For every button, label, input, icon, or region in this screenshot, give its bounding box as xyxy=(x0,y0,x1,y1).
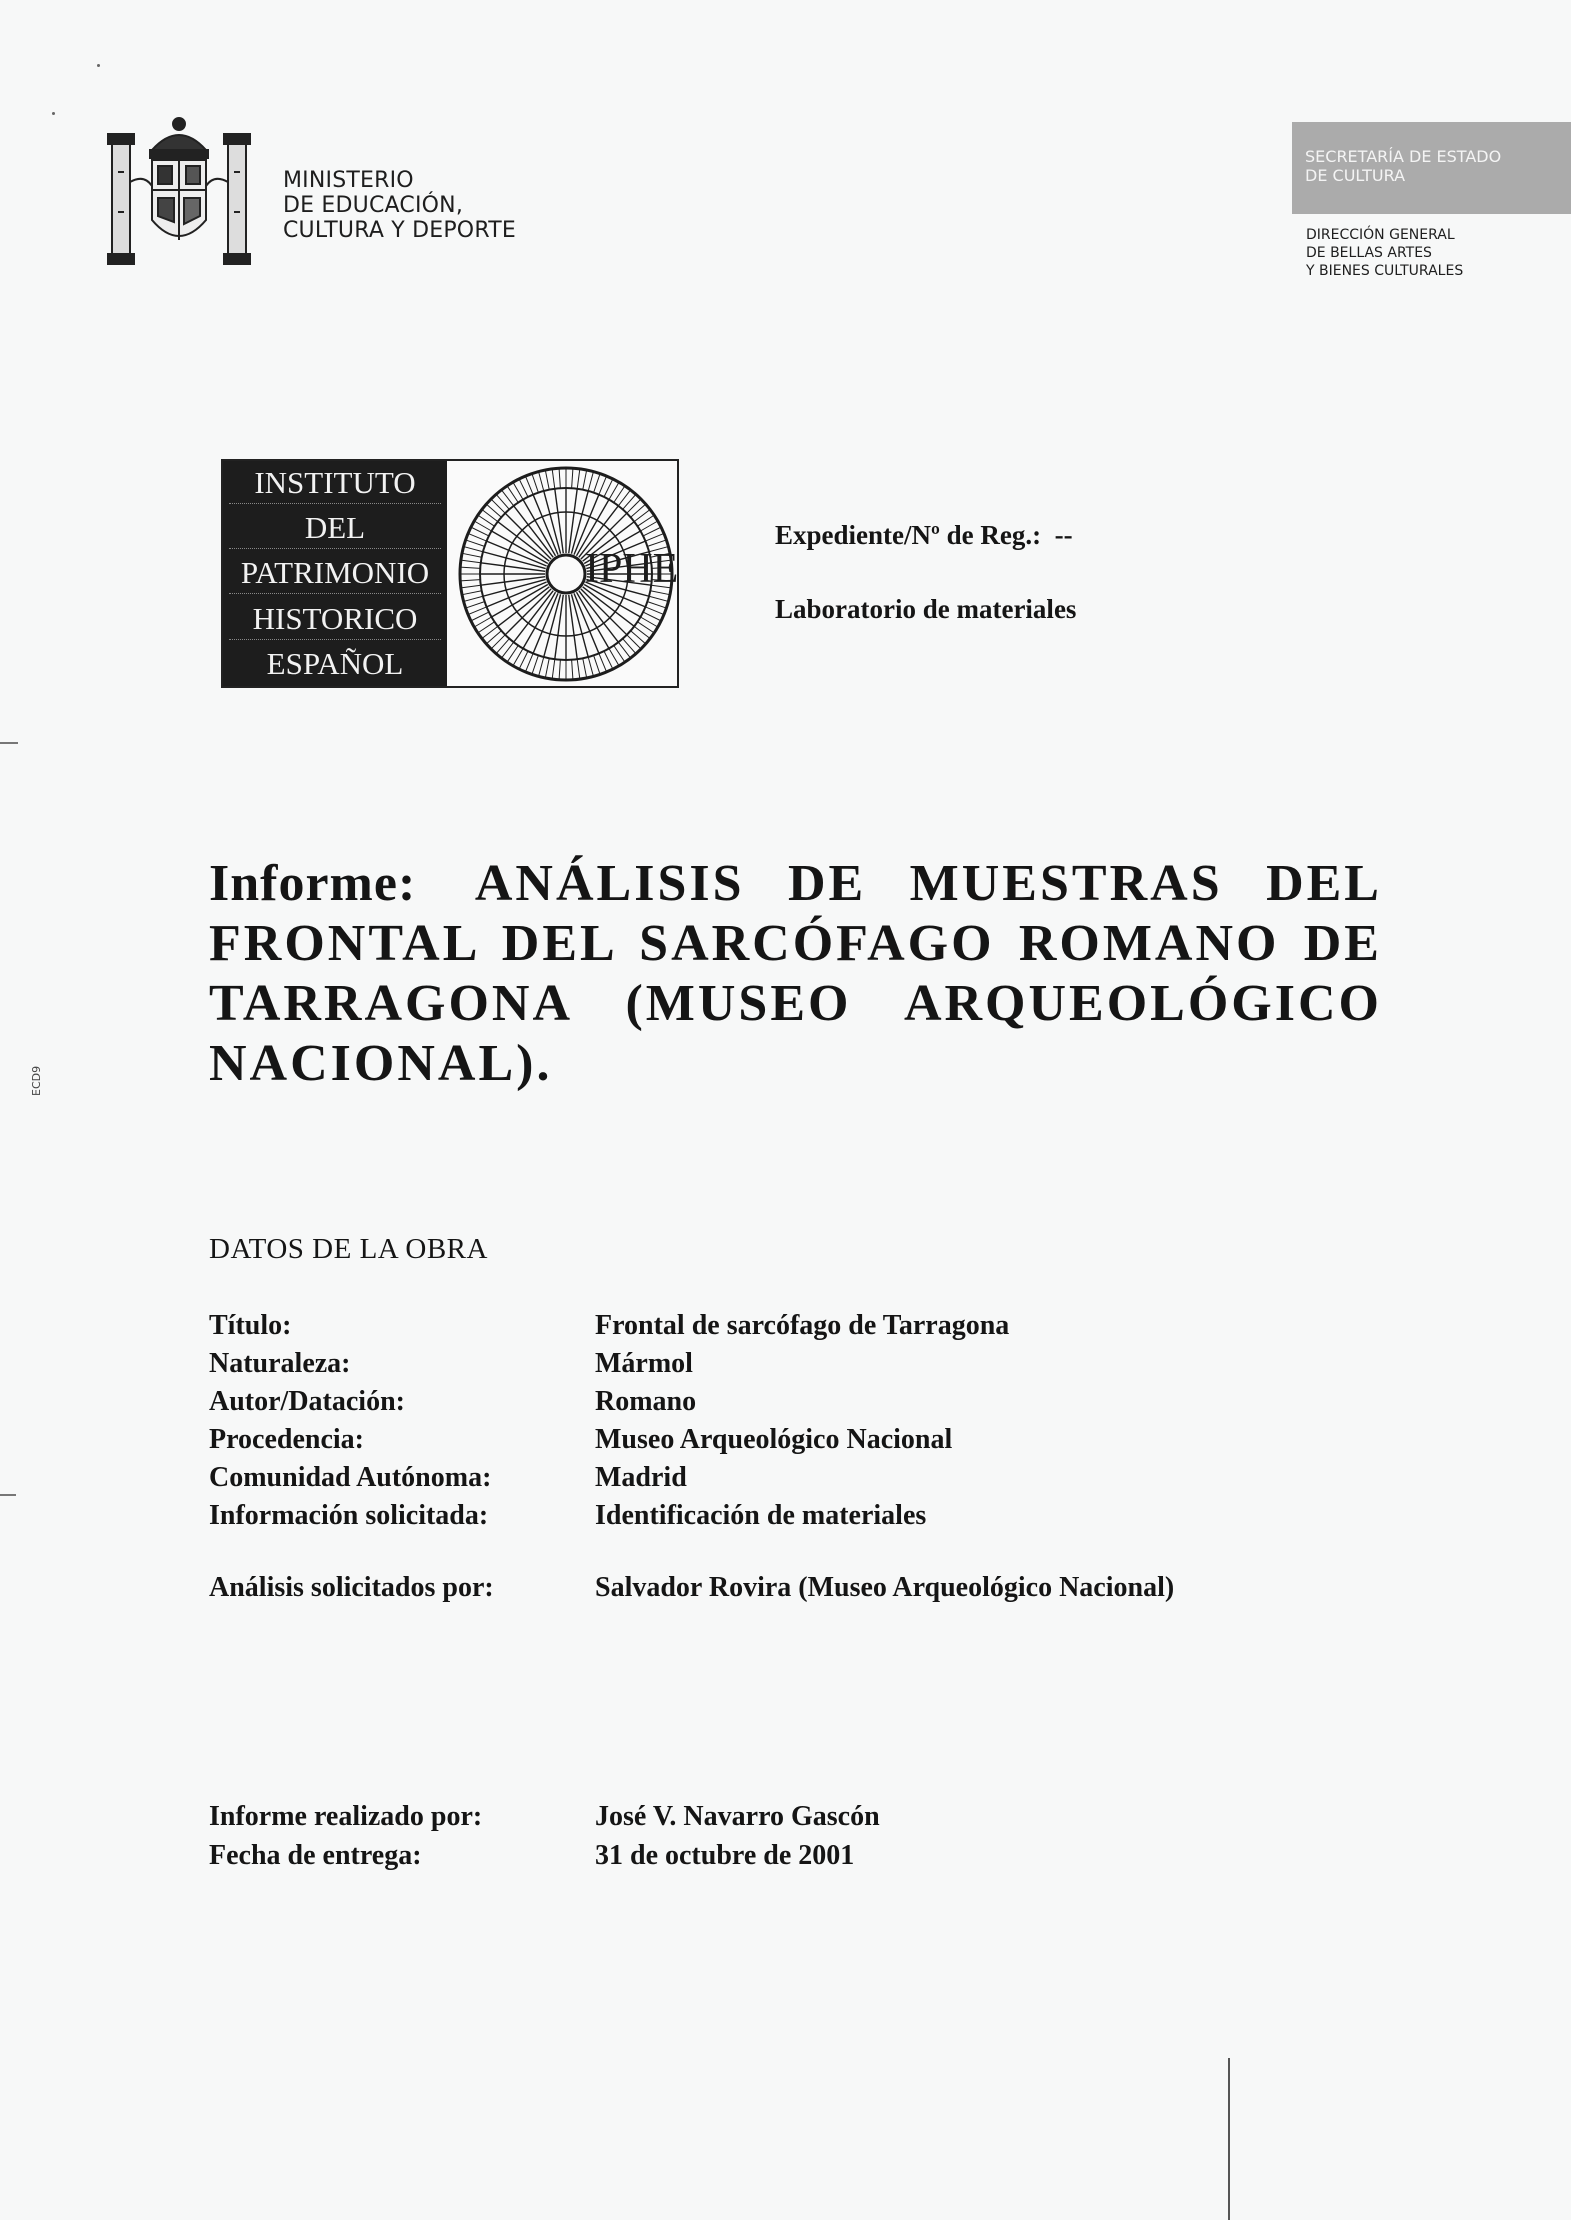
made-by-row xyxy=(209,1797,880,1836)
margin-mark xyxy=(0,1494,16,1496)
requested-by-label: Análisis solicitados por: xyxy=(209,1572,494,1603)
field-label: Naturaleza: xyxy=(209,1348,351,1379)
department-name: Laboratorio de materiales xyxy=(775,594,1077,624)
report-footer xyxy=(209,1797,880,1875)
field-label: Autor/Datación: xyxy=(209,1386,405,1417)
made-by-value: José V. Navarro Gascón xyxy=(595,1801,880,1832)
field-row xyxy=(209,1383,1174,1421)
field-row xyxy=(209,1459,1174,1497)
ministry-name xyxy=(283,168,516,243)
field-label: Información solicitada: xyxy=(209,1500,489,1531)
secretaria-line: DE CULTURA xyxy=(1305,166,1406,185)
secretaria-line: SECRETARÍA DE ESTADO xyxy=(1305,147,1502,166)
scan-speck xyxy=(97,64,100,67)
delivery-date-label: Fecha de entrega: xyxy=(209,1840,422,1871)
field-value: Museo Arqueológico Nacional xyxy=(595,1424,953,1455)
registration-label: Expediente/Nº de Reg.: xyxy=(775,520,1042,550)
ministry-line: MINISTERIO xyxy=(283,168,414,193)
field-row xyxy=(209,1345,1174,1383)
report-title xyxy=(209,854,1382,1094)
delivery-date-value: 31 de octubre de 2001 xyxy=(595,1840,855,1871)
scan-edge-line xyxy=(1228,2058,1230,2220)
field-label: Procedencia: xyxy=(209,1424,364,1455)
ministry-line: DE EDUCACIÓN, xyxy=(283,193,464,218)
direccion-line: DE BELLAS ARTES xyxy=(1306,245,1432,261)
institute-name-line: INSTITUTO xyxy=(229,463,441,504)
margin-mark xyxy=(0,742,18,744)
institute-name-line: ESPAÑOL xyxy=(266,645,404,681)
field-value: Frontal de sarcófago de Tarragona xyxy=(595,1310,1010,1341)
field-row xyxy=(209,1497,1174,1535)
field-label: Comunidad Autónoma: xyxy=(209,1462,492,1493)
institute-name-line: HISTORICO xyxy=(229,599,441,640)
institute-name-line: PATRIMONIO xyxy=(229,553,441,594)
field-value: Romano xyxy=(595,1386,697,1417)
scan-speck xyxy=(52,112,55,115)
direccion-line: DIRECCIÓN GENERAL xyxy=(1306,227,1455,243)
secretaria-box xyxy=(1292,122,1571,214)
institute-name-line: DEL xyxy=(229,508,441,549)
work-data-heading: DATOS DE LA OBRA xyxy=(209,1233,488,1265)
iphe-logo xyxy=(221,459,679,688)
direccion-general xyxy=(1306,226,1463,280)
field-value: Identificación de materiales xyxy=(595,1500,927,1531)
field-row xyxy=(209,1307,1174,1345)
direccion-line: Y BIENES CULTURALES xyxy=(1306,263,1464,279)
registration-line xyxy=(775,520,1073,551)
report-title-text: ANÁLISIS DE MUESTRAS DEL FRONTAL DEL SARCÓFAGO ROMANO DE TARRAGONA (MUSEO ARQUEOLÓGICO NACIONAL). xyxy=(209,855,1382,1092)
work-data-fields xyxy=(209,1307,1174,1607)
requested-by-value: Salvador Rovira (Museo Arqueológico Nacional) xyxy=(595,1572,1175,1603)
field-value: Madrid xyxy=(595,1462,687,1493)
registration-value: -- xyxy=(1054,520,1073,550)
field-label: Título: xyxy=(209,1310,292,1341)
field-value: Mármol xyxy=(595,1348,693,1379)
delivery-date-row xyxy=(209,1836,880,1875)
iphe-acronym: IPHE xyxy=(585,546,679,592)
ministry-line: CULTURA Y DEPORTE xyxy=(283,218,516,243)
requested-by-row xyxy=(209,1569,1174,1607)
institute-name-panel xyxy=(223,461,447,686)
report-lead: Informe: xyxy=(209,855,417,912)
made-by-label: Informe realizado por: xyxy=(209,1801,483,1832)
side-code: ECD9 xyxy=(30,1065,43,1096)
coat-of-arms-emblem xyxy=(104,112,254,282)
field-row xyxy=(209,1421,1174,1459)
